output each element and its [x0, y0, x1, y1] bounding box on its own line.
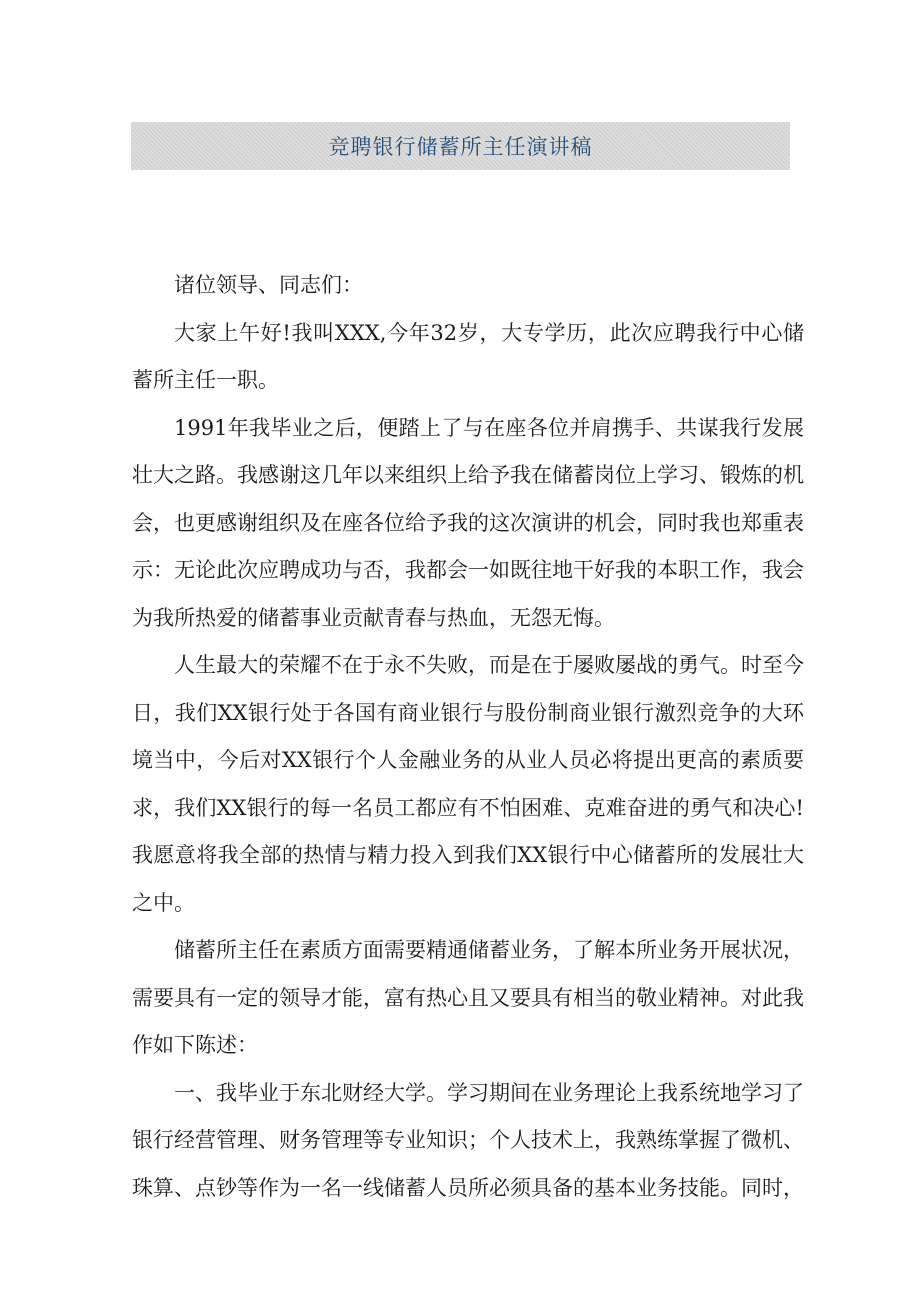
document-body [132, 262, 804, 1212]
paragraph: 一、我毕业于东北财经大学。学习期间在业务理论上我系统地学习了银行经营管理、财务管理等专业知识；个人技术上，我熟练掌握了微机、珠算、点钞等作为一名一线储蓄人员所必须具备的基本业务技能。同时， [132, 1080, 804, 1200]
title-banner [131, 122, 790, 170]
paragraph: 人生最大的荣耀不在于永不失败，而是在于屡败屡战的勇气。时至今日，我们XX银行处于各国有商业银行与股份制商业银行激烈竞争的大环境当中，今后对XX银行个人金融业务的从业人员必将提出更高的素质要求，我们XX银行的每一名员工都应有不怕困难、克难奋进的勇气和决心!我愿意将我全部的热情与精力投入到我们XX银行中心储蓄所的发展壮大之中。 [132, 653, 804, 915]
document-title: 竞聘银行储蓄所主任演讲稿 [328, 135, 593, 159]
paragraph: 储蓄所主任在素质方面需要精通储蓄业务，了解本所业务开展状况，需要具有一定的领导才能，富有热心且又要具有相当的敬业精神。对此我作如下陈述： [132, 938, 804, 1057]
paragraph: 大家上午好!我叫XXX,今年32岁，大专学历，此次应聘我行中心储蓄所主任一职。 [132, 320, 804, 392]
paragraph: 1991年我毕业之后，便踏上了与在座各位并肩携手、共谋我行发展壮大之路。我感谢这几年以来组织上给予我在储蓄岗位上学习、锻炼的机会，也更感谢组织及在座各位给予我的这次演讲的机会，同时我也郑重表示：无论此次应聘成功与否，我都会一如既往地干好我的本职工作，我会为我所热爱的储蓄事业贡献青春与热血，无怨无悔。 [132, 415, 804, 630]
paragraph-salutation: 诸位领导、同志们： [174, 273, 363, 297]
